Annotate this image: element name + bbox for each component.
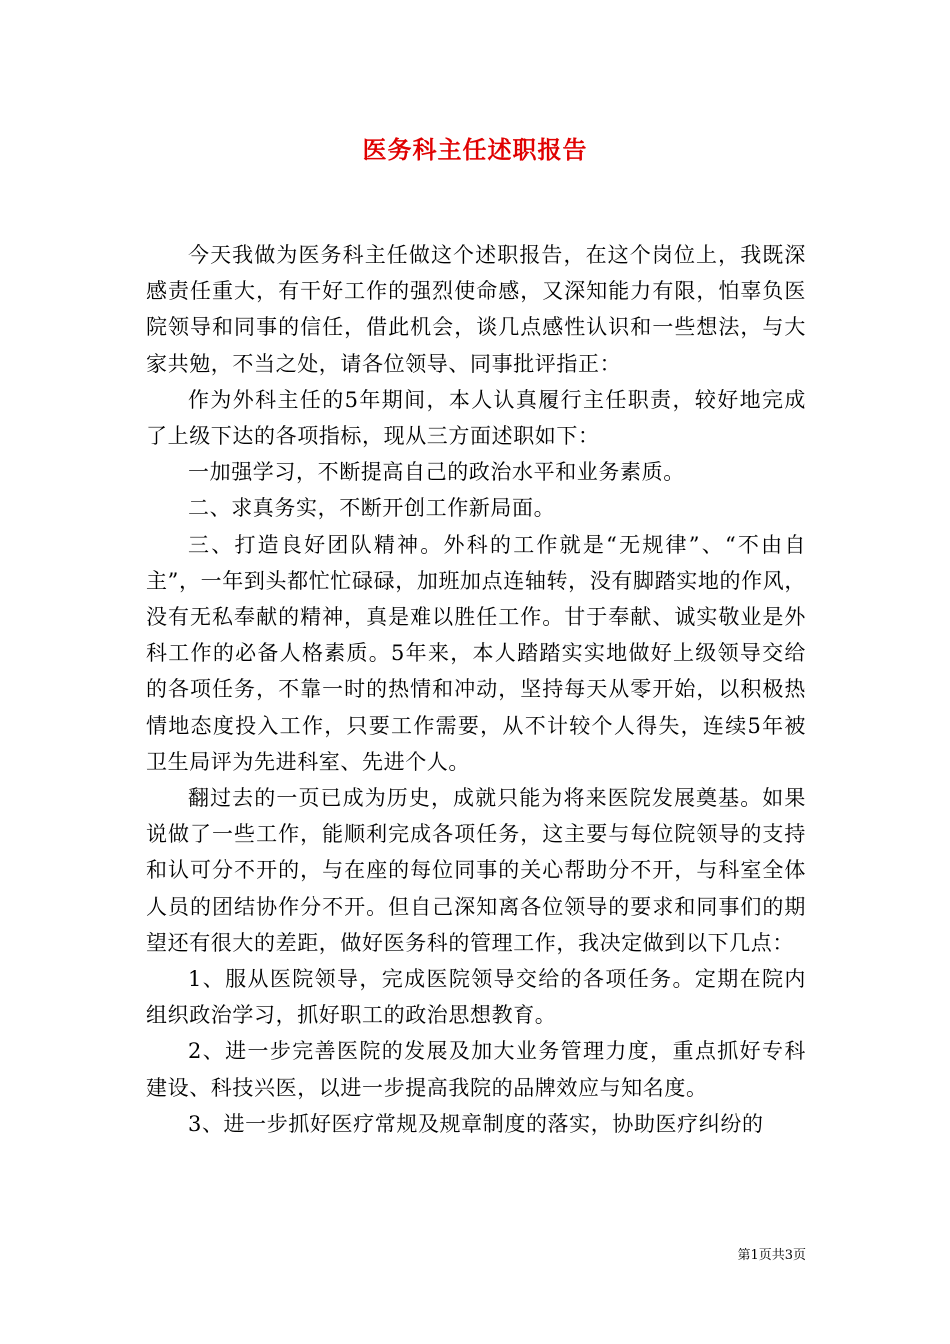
page-number-label: 第1页共3页 [737, 1248, 806, 1263]
paragraph: 3、进一步抓好医疗常规及规章制度的落实，协助医疗纠纷的 [188, 1111, 764, 1136]
paragraph: 一加强学习，不断提高自己的政治水平和业务素质。 [188, 460, 685, 485]
paragraph: 三、打造良好团队精神。外科的工作就是“无规律”、“不由自主”，一年到头都忙忙碌碌，加班加点连轴转，没有脚踏实地的作风，没有无私奉献的精神，真是难以胜任工作。甘于奉献、诚实敬业是外科工作的必备人格素质。5年来，本人踏踏实实地做好上级领导交给的各项任务，不靠一时的热情和冲动，坚持每天从零开始，以积极热情地态度投入工作，只要工作需要，从不计较个人得失，连续5年被卫生局评为先进科室、先进个人。 [146, 532, 806, 774]
paragraph: 1、服从医院领导，完成医院领导交给的各项任务。定期在院内组织政治学习，抓好职工的政治思想教育。 [146, 967, 806, 1028]
paragraph: 作为外科主任的5年期间，本人认真履行主任职责，较好地完成了上级下达的各项指标，现从三方面述职如下： [146, 387, 806, 449]
document-body [146, 237, 806, 1142]
paragraph: 2、进一步完善医院的发展及加大业务管理力度，重点抓好专科建设、科技兴医，以进一步提高我院的品牌效应与知名度。 [146, 1039, 806, 1100]
paragraph: 今天我做为医务科主任做这个述职报告，在这个岗位上，我既深感责任重大，有干好工作的强烈使命感，又深知能力有限，怕辜负医院领导和同事的信任，借此机会，谈几点感性认识和一些想法，与大家共勉，不当之处，请各位领导、同事批评指正： [146, 243, 806, 376]
page-number-footer [0, 1247, 806, 1265]
paragraph: 翻过去的一页已成为历史，成就只能为将来医院发展奠基。如果说做了一些工作，能顺利完成各项任务，这主要与每位院领导的支持和认可分不开的，与在座的每位同事的关心帮助分不开，与科室全体人员的团结协作分不开。但自己深知离各位领导的要求和同事们的期望还有很大的差距，做好医务科的管理工作，我决定做到以下几点： [146, 786, 806, 955]
paragraph: 二、求真务实，不断开创工作新局面。 [188, 496, 556, 521]
document-title: 医务科主任述职报告 [362, 135, 588, 164]
